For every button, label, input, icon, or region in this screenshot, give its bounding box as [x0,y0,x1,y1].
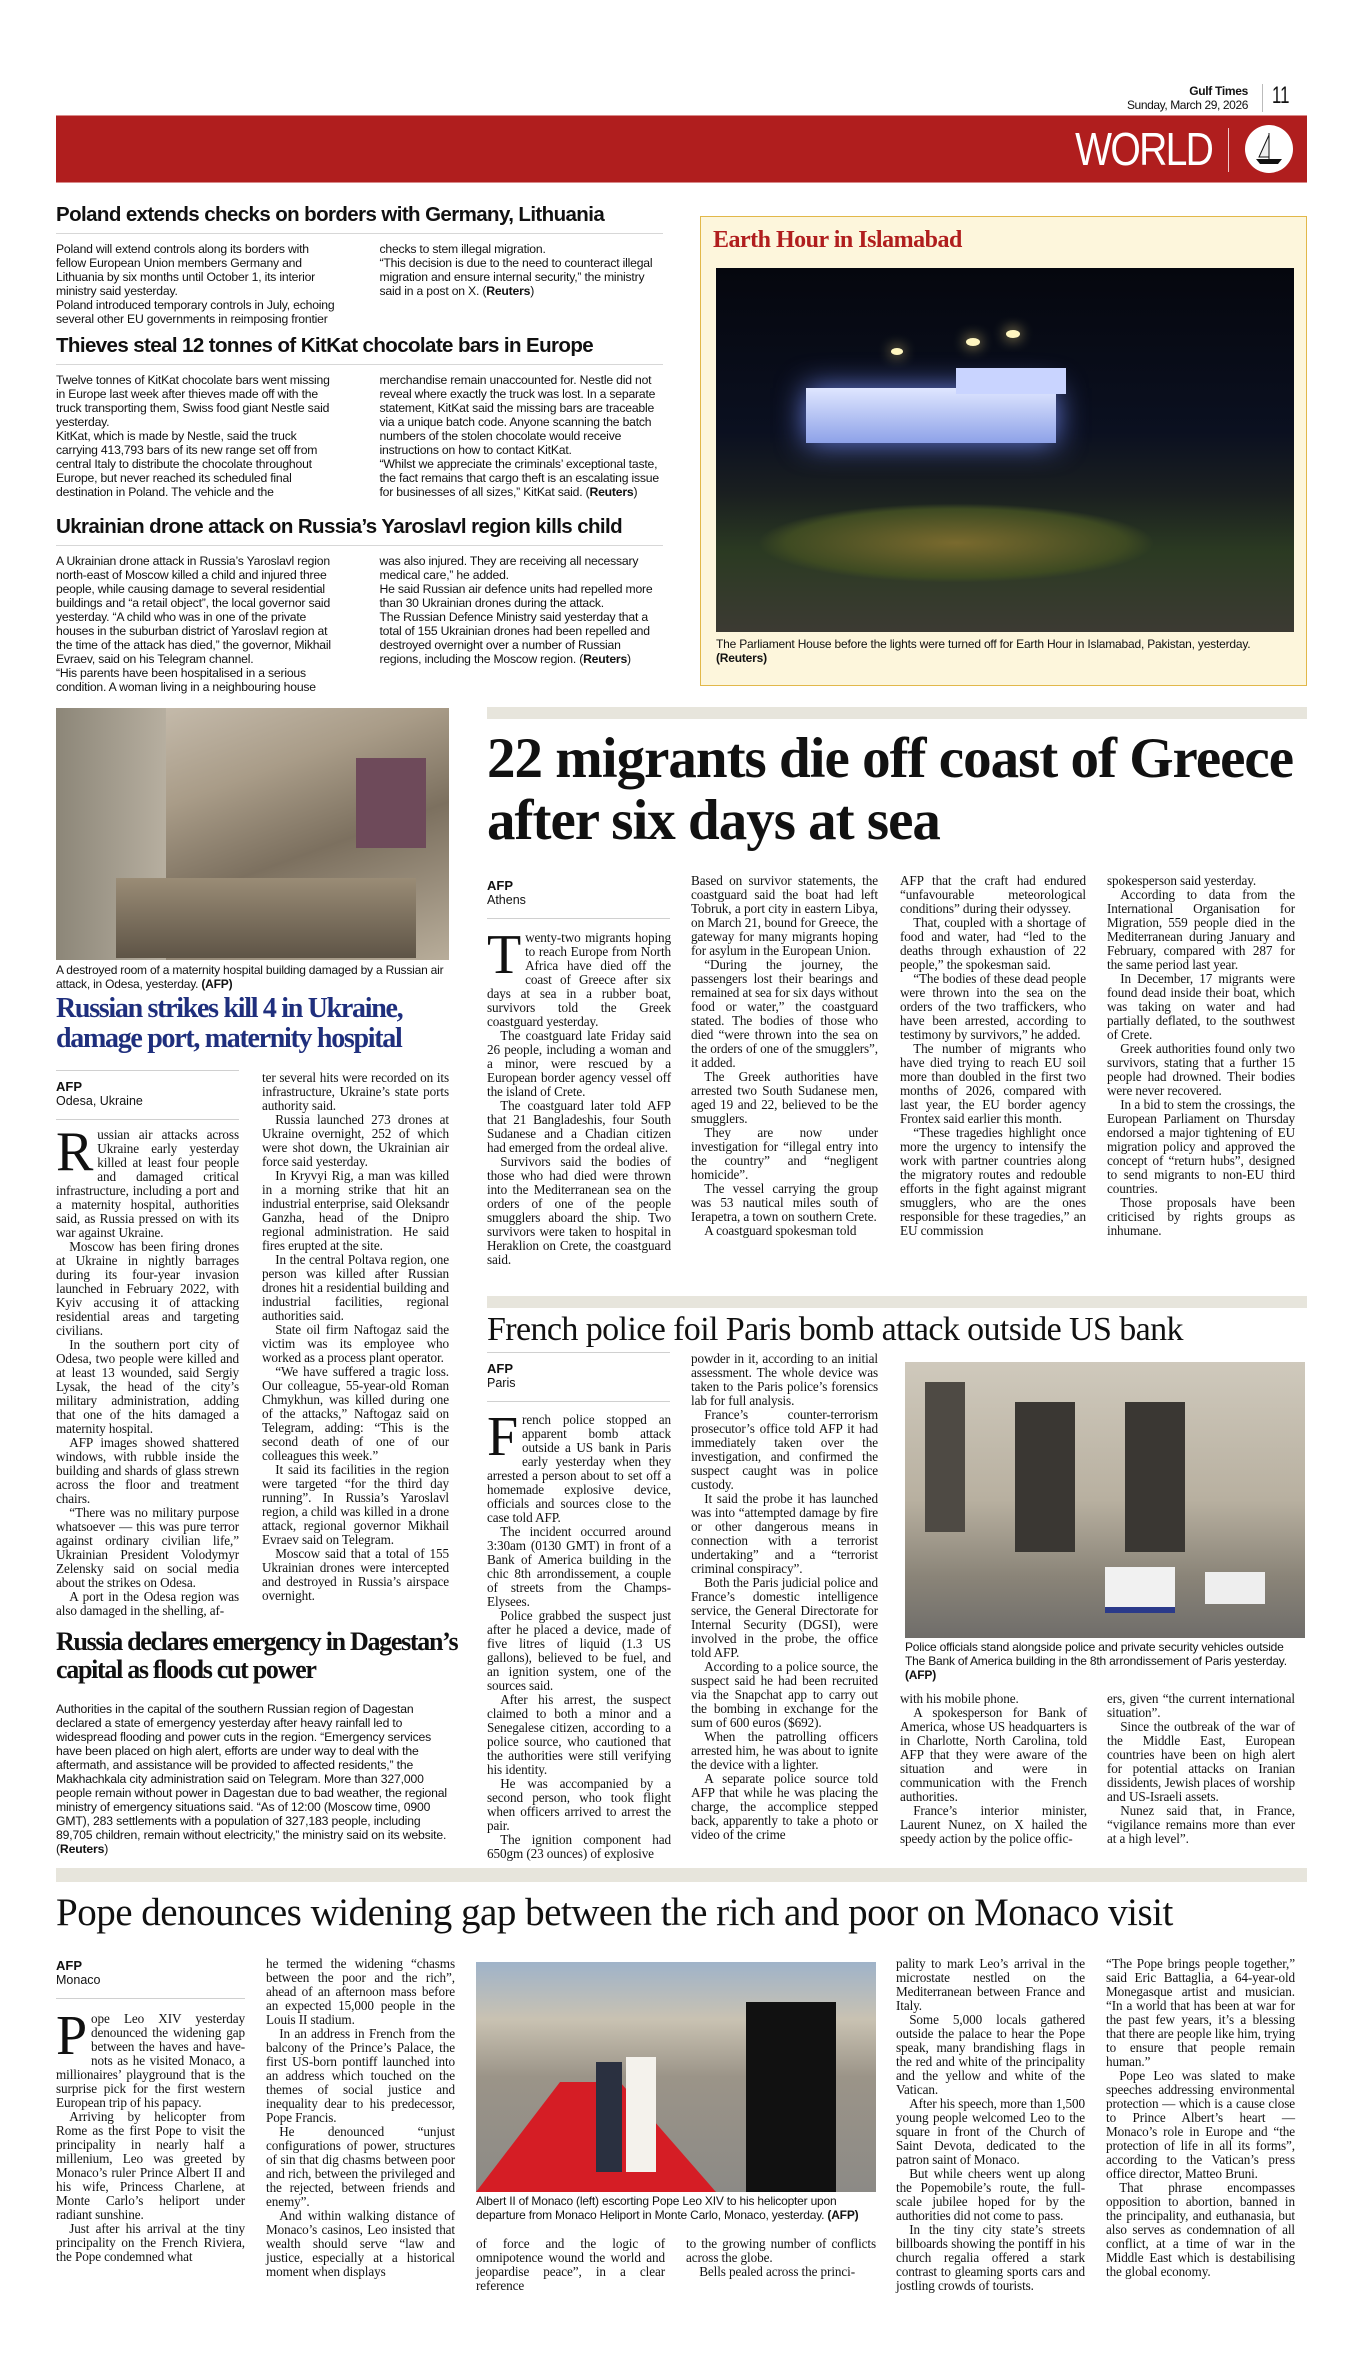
section-divider [487,707,1307,719]
paragraph [262,1365,449,1463]
paragraph-text: Twenty-two migrants hoping to reach Europe from North Africa have died off the coast of Greece after six days at sea in a rubber boat, survivors told the Greek coastguard yesterday. [487,924,671,1029]
paper-name: Gulf Times [1189,84,1248,98]
paragraph-text: A Ukrainian drone attack in Russia’s Yaroslavl region north-east of Moscow killed a child and injured three people, while causing damage to several residential buildings and “a retail object”, the local governor said yesterday. “A child who was in one of the private houses in the suburban district of Yaroslavl region at the time of the attack has died,” the governor, Mikhail Evraev, said on his Telegram channel. [56,554,331,666]
paragraph-text: “Whilst we appreciate the criminals’ exceptional taste, the fact remains that cargo theft is an escalating issue for businesses of all sizes,” KitKat said. [379,457,659,499]
paragraph-text: Both the Paris judicial police and France’s domestic intelligence service, the General Directorate for Internal Security (DGSI), were involved in the probe, the office told AFP. [691,1575,878,1660]
paragraph [487,1609,671,1693]
paragraph [900,972,1086,1042]
article-column [896,1957,1085,2293]
article-column [1106,1957,1295,2279]
brief-headline: Poland extends checks on borders with Germany, Lithuania [56,203,663,234]
paragraph [487,924,671,1029]
paragraph [900,874,1086,916]
photo-credit: (Reuters) [716,651,767,665]
paragraph [900,916,1086,972]
paragraph [56,1436,239,1506]
garden-roundabout [756,503,1156,583]
lamp-light [1006,330,1020,338]
paragraph-text: The coastguard late Friday said 26 people, including a woman and a minor, were rescued by a European border agency vessel off the island of Crete. [487,1028,671,1099]
section-title: WORLD [1074,123,1212,175]
article-column [487,1406,671,1861]
paragraph-text: Greek authorities found only two survivors, stating that a further 15 people had drowned. Their bodies were never recovered. [1107,1041,1295,1098]
issue-date: Sunday, March 29, 2026 [1126,98,1248,112]
paragraph [266,2027,455,2125]
paragraph-text: Just after his arrival at the tiny principality on the French Riviera, the Pope condemned what [56,2221,245,2264]
paragraph [56,242,340,298]
paragraph [56,1590,239,1618]
paragraph-text: That phrase encompasses opposition to abortion, banned in the principality, and euthanasia, but also serves as condemnation of all conflict, at a time of war in the Middle East which is destabilising the global economy. [1106,2180,1295,2279]
paragraph [691,1576,878,1660]
paragraph [262,1113,449,1169]
photo-credit: (AFP) [827,2208,859,2222]
migrants-headline: 22 migrants die off coast of Greece after six days at sea [487,727,1294,852]
paragraph-text: Moscow has been firing drones at Ukraine in nightly barrages during its four-year invasion launched in February 2022, with Kyiv accusing it of attacking residential areas and targeting civilians. [56,1239,239,1338]
guard-figure [746,2002,836,2192]
paragraph [691,1730,878,1772]
paragraph-text: “These tragedies highlight once more the urgency to intensify the work with partner countries along the migratory routes and redouble efforts in the fight against migrant smugglers, who are the ones responsible for these tragedies,” an EU commission [900,1125,1086,1238]
article-column [56,1121,239,1618]
paragraph-text: Some 5,000 locals gathered outside the palace to hear the Pope speak, many brandishing flags in the red and white of the principality and the yellow and white of the Vatican. [896,2012,1085,2097]
paragraph [1106,1957,1295,2069]
paragraph [1107,1042,1295,1098]
paragraph-text: Russian air attacks across Ukraine early yesterday killed at least four people and damaged critical infrastructure, including a port and a maternity hospital, authorities said, as Russia pressed on with its war against Ukraine. [56,1121,239,1240]
pope-headline: Pope denounces widening gap between the rich and poor on Monaco visit [56,1891,1173,1934]
paragraph-text: “His parents have been hospitalised in a serious condition. A woman living in a neighbouring house was also injured. They are receiving all necessary medical care,” he added. [56,554,639,694]
paragraph-text: Based on survivor statements, the coastguard said the boat had left Tobruk, a port city in eastern Libya, on March 21, bound for Greece, the gateway for many migrants hoping for asylum in the European Union. [691,873,878,958]
paragraph-text: The coastguard later told AFP that 21 Bangladeshis, four South Sudanese and a Chadian citizen had emerged from the ordeal alive. [487,1098,671,1155]
paragraph [56,373,340,429]
paragraph [1107,1098,1295,1196]
paragraph-text: Those proposals have been criticised by rights groups as inhumane. [1107,1195,1295,1238]
paragraph-text: Bells pealed across the princi- [699,2264,856,2279]
ukraine-dateline [56,1070,239,1120]
paragraph [1107,1804,1295,1846]
masthead-divider [1262,84,1263,112]
paragraph [691,958,878,1070]
earth-hour-caption [716,637,1294,665]
paragraph-text: “There was no military purpose whatsoever — this was pure terror against ordinary civilian life,” Ukrainian President Volodymyr Zelensky said on social media about the strikes on Odesa. [56,1505,239,1590]
agency: AFP [56,1079,82,1094]
paragraph-text: Twelve tonnes of KitKat chocolate bars went missing in Europe last week after thieves made off with the truck transporting them, Swiss food giant Nestle said yesterday. [56,373,330,429]
paragraph [896,2013,1085,2097]
paragraph-text: to the growing number of conflicts across the globe. [686,2236,876,2265]
paragraph [691,1772,878,1842]
location: Monaco [56,1973,101,1987]
paragraph-text: According to a police source, the suspect said he had been recruited via the Snapchat app to carry out the bombing in exchange for the sum of 600 euros ($692). [691,1659,878,1730]
paragraph-text: KitKat, which is made by Nestle, said the truck carrying 413,793 bars of its new range set off from central Italy to distribute the chocolate throughout Europe, but never reached its scheduled final destination in Poland. The vehicle and the merchandise remain unaccounted for. Nestle did not reveal where exactly the truck was lost. In a separate statement, KitKat said the missing bars are traceable via a unique batch code. Anyone scanning the batch numbers of the stolen chocolate would receive instructions on how to contact KitKat. [56,373,656,499]
pope-figure [626,2057,656,2172]
article-column [1107,874,1295,1238]
paragraph-text: And within walking distance of Monaco’s casinos, Leo insisted that wealth should serve “law and justice, especially at a historical moment when displays [266,2208,455,2279]
paragraph-text: A port in the Odesa region was also damaged in the shelling, af- [56,1589,239,1618]
paragraph [896,1957,1085,2013]
ukraine-headline: Russian strikes kill 4 in Ukraine, damage port, maternity hospital [56,993,403,1054]
paragraph-text: A separate police source told AFP that while he was placing the charge, the accomplice stepped back, apparently to take a photo or video of the crime [691,1771,878,1842]
paragraph [1106,2181,1295,2279]
paragraph-text: with his mobile phone. [900,1691,1019,1706]
paragraph [691,1182,878,1224]
paragraph-text: Poland will extend controls along its borders with fellow European Union members Germany and Lithuania by six months until October 1, its interior ministry said yesterday. [56,242,316,298]
wall-picture [356,758,426,848]
caption-text: A destroyed room of a maternity hospital building damaged by a Russian air attack, in Odesa, yesterday. [56,963,444,991]
paragraph [56,1121,239,1240]
section-divider [56,1868,1307,1882]
paragraph-text: Survivors said the bodies of those who had died were thrown into the Mediterranean sea on the orders of one of the people smugglers aboard the ship. Two survivors were taken to hospital in Heraklion on Crete, the coastguard said. [487,1154,671,1267]
section-banner [56,115,1307,183]
paragraph [266,1957,455,2027]
brief-kitkat [56,334,663,499]
paragraph-text: Pope Leo XIV yesterday denounced the widening gap between the haves and have-nots as he visited Monaco, a millionaires’ playground that is the surprise pick for the first western European trip of his papacy. [56,2005,245,2110]
paragraph [900,1042,1086,1126]
paragraph-text: It said its facilities in the region were targeted “for the third day running”. In Russia’s Yaroslavl region, a child was killed in a drone attack, regional governor Mikhail Evraev said on Telegram. [262,1462,449,1547]
paragraph-text: The vessel carrying the group was 53 nautical miles south of Ierapetra, a town on southern Crete. [691,1181,878,1224]
paragraph-text: According to data from the International Organisation for Migration, 559 people died in the Mediterranean during January and February, compared with 287 for the same period last year. [1107,887,1295,972]
paragraph-text: The Russian Defence Ministry said yesterday that a total of 155 Ukrainian drones had been repelled and destroyed overnight over a number of Russian regions, including the Moscow region. [379,610,650,666]
maternity-photo-caption [56,963,449,991]
paragraph [487,1693,671,1777]
paragraph [686,2265,876,2279]
paragraph-text: Russia launched 273 drones at Ukraine overnight, 252 of which were shot down, the Ukrainian air force said yesterday. [262,1112,449,1169]
brief-poland [56,203,663,326]
article-column [262,1071,449,1603]
paragraph [691,874,878,958]
paragraph [691,1352,878,1408]
paragraph-text: French police stopped an apparent bomb attack outside a US bank in Paris early yesterday when they arrested a person about to set off a homemade explosive device, officials and sources close to the case told AFP. [487,1406,671,1525]
source-credit: Reuters [59,1842,105,1857]
paragraph-text: Pope Leo was slated to make speeches addressing environmental protection — which is a cause close to Prince Albert’s heart — Monaco’s role in Europe and “the protection of life in all its forms”, according to the Vatican’s press office director, Matteo Bruni. [1106,2068,1295,2181]
paragraph-text: Arriving by helicopter from Rome as the first Pope to visit the principality in nearly half a millenium, Leo was greeted by Monaco’s ruler Prince Albert II and his wife, Princess Charlene, at Monte Carlo’s heliport under radiant sunshine. [56,2109,245,2222]
paragraph-text: In December, 17 migrants were found dead inside their boat, which was taking on water and had partially deflated, to the southwest of Crete. [1107,971,1295,1042]
paragraph [1107,874,1295,888]
paragraph [900,1126,1086,1238]
paragraph-text: he termed the widening “chasms between the poor and the rich”, ahead of an afternoon mass before an expected 15,000 people in the Louis II stadium. [266,1956,455,2027]
paragraph-text: Nunez said that, in France, “vigilance remains more than ever at a high level”. [1107,1803,1295,1846]
paragraph-text: They are now under investigation for “illegal entry into the country” and “negligent homicide”. [691,1125,878,1182]
paris-photo-caption [905,1640,1305,1682]
paragraph-text: France’s interior minister, Laurent Nunez, on X hailed the speedy action by the police offic- [900,1803,1087,1846]
brief-headline: Ukrainian drone attack on Russia’s Yaroslavl region kills child [56,515,663,546]
paragraph [476,2237,665,2293]
paragraph-text: “We have suffered a tragic loss. Our colleague, 55-year-old Roman Chmykhun, was killed during one of the attacks,” Naftogaz said on Telegram, adding: “This is the second death of one of our colleagues this week.” [262,1364,449,1463]
article-column [691,1352,878,1842]
paragraph-text: AFP images showed shattered windows, with rubble inside the building and shards of glass strewn across the floor and treatment chairs. [56,1435,239,1506]
agency: AFP [487,1361,513,1376]
paragraph-text: In the central Poltava region, one person was killed after Russian drones hit a residential building and industrial facilities, regional authorities said. [262,1252,449,1323]
caption-text: The Parliament House before the lights were turned off for Earth Hour in Islamabad, Pakistan, yesterday. [716,637,1251,651]
paragraph-text: The Greek authorities have arrested two South Sudanese men, aged 19 and 22, believed to be the smugglers. [691,1069,878,1126]
article-column [686,2237,876,2279]
paragraph-text: After his speech, more than 1,500 young people welcomed Leo to the square in front of the Church of Saint Devota, dedicated to the patron saint of Monaco. [896,2096,1085,2167]
paragraph [380,582,664,610]
location: Paris [487,1376,516,1390]
building-window [925,1382,965,1532]
paragraph [487,1777,671,1833]
paragraph [56,1338,239,1436]
paragraph-text: It said the probe it has launched was into “attempted damage by fire or other dangerous means in connection with a terrorist undertaking” and a “terrorist criminal conspiracy”. [691,1491,878,1576]
paragraph: “Whilst we appreciate the criminals’ exceptional taste, the fact remains that cargo theft is an escalating issue for businesses of all sizes,” KitKat said. (Reuters) [379,457,659,499]
article-column [56,2005,245,2264]
paragraph [487,1406,671,1525]
paragraph [900,1692,1087,1706]
paragraph-text: But while cheers went up along the Popemobile’s route, the full-scale jubilee hoped for by the authorities did not come to pass. [896,2166,1085,2223]
paragraph [691,1126,878,1182]
paragraph [1106,2069,1295,2181]
banner-divider [1228,128,1229,172]
paragraph [691,1660,878,1730]
brief-headline: Thieves steal 12 tonnes of KitKat chocolate bars in Europe [56,334,663,365]
paragraph-text: A coastguard spokesman told [704,1223,857,1238]
page-number: 11 [1272,82,1290,109]
paragraph-text: The ignition component had 650gm (23 ounces) of explosive [487,1832,671,1861]
paragraph-text: Since the outbreak of the war of the Middle East, European countries have been on high alert for potential attacks on Iranian dissidents, Jewish places of worship and US-Israeli assets. [1107,1719,1295,1804]
paragraph-text: France’s counter-terrorism prosecutor’s office told AFP it had immediately taken over the investigation, and confirmed the suspect caught was in police custody. [691,1407,878,1492]
paragraph [487,1029,671,1099]
paragraph-text: AFP that the craft had endured “unfavourable meteorological conditions” during their odyssey. [900,873,1086,916]
prince-albert-figure [596,2062,622,2172]
paragraph-text: The incident occurred around 3:30am (0130 GMT) in front of a Bank of America building in the chic 8th arrondissement, a couple of streets from the Champs-Elysees. [487,1524,671,1609]
source-credit: Reuters [583,652,628,666]
paragraph-text: “The Pope brings people together,” said Eric Battaglia, a 64-year-old Monegasque artist and musician. “In a world that has been at war for the past few years, it’s a blessing that there are people like him, trying to ensure that people remain human.” [1106,1956,1295,2069]
paragraph [56,1506,239,1590]
article-column [1107,1692,1295,1846]
earth-hour-box [700,216,1307,686]
article-column [900,874,1086,1238]
dhow-boat-icon [1245,125,1293,173]
paragraph [56,2110,245,2222]
paragraph [487,1525,671,1609]
paragraph [896,2167,1085,2223]
paragraph-text: A spokesperson for Bank of America, whose US headquarters is in Charlotte, North Carolina, told AFP that they were aware of the situation and were in communication with the French authorities. [900,1705,1087,1804]
paragraph [1107,1692,1295,1720]
paragraph [900,1706,1087,1804]
paragraph [56,1240,239,1338]
paragraph [1107,888,1295,972]
paris-headline: French police foil Paris bomb attack outside US bank [487,1311,1183,1348]
police-van [1105,1567,1175,1613]
paragraph [262,1169,449,1253]
brief-body [56,373,663,499]
rubble [116,878,416,958]
section-divider [487,1296,1307,1308]
paragraph [691,1070,878,1126]
article-column [691,874,878,1238]
paragraph [56,2005,245,2110]
brief-body [56,554,663,694]
paragraph: The Russian Defence Ministry said yesterday that a total of 155 Ukrainian drones had been repelled and destroyed overnight over a number of Russian regions, including the Moscow region. (Reuters) [379,610,650,666]
paragraph-text: pality to mark Leo’s arrival in the microstate nestled on the Mediterranean between France and Italy. [896,1956,1085,2013]
lamp-light [891,348,903,355]
caption-text: Police officials stand alongside police and private security vehicles outside The Bank of America building in the 8th arrondissement of Paris yesterday. [905,1640,1287,1668]
article-column [900,1692,1087,1846]
location: Odesa, Ukraine [56,1094,143,1108]
agency: AFP [487,878,513,893]
article-column [266,1957,455,2279]
migrants-dateline [487,870,670,919]
pope-monaco-photo [476,1962,876,2192]
paragraph-text: He said Russian air defence units had repelled more than 30 Ukrainian drones during the attack. [379,582,653,610]
security-vehicle [1205,1572,1265,1604]
paragraph: Authorities in the capital of the southern Russian region of Dagestan declared a state of emergency yesterday after heavy rainfall led to widespread flooding and power cuts in the region. “Emergency services have been placed on high alert, efforts are under way to deal with the aftermath, and assistance will be provided to affected residents,” the Makhachkala city administration said on Telegram. More than 327,000 people remain without power in Dagestan due to bad weather, the regional ministry of emergency situations said. “As of 12:00 (Moscow time, 0900 GMT), 283 settlements with a population of 327,183 people, including 89,705 children, remain without electricity,” the ministry said on its website. (Reuters) [56,1702,447,1857]
paragraph [56,554,340,666]
paragraph [1107,1720,1295,1804]
paragraph [262,1547,449,1603]
paragraph-text: He denounced “unjust configurations of power, structures of sin that dig chasms between poor and rich, between the privileged and the rejected, between friends and enemy”. [266,2124,455,2209]
paragraph [262,1323,449,1365]
paragraph [262,1071,449,1113]
paragraph [1107,1196,1295,1238]
agency: AFP [56,1958,82,1973]
paragraph-text: “This decision is due to the need to counteract illegal migration and ensure internal security,” the ministry said in a post on X. [379,256,653,298]
location: Athens [487,893,526,907]
paragraph [266,2125,455,2209]
paragraph-text: spokesperson said yesterday. [1107,873,1257,888]
maternity-hospital-photo [56,708,449,960]
photo-credit: (AFP) [905,1668,936,1682]
paragraph [56,2222,245,2264]
photo-credit: (AFP) [201,977,233,991]
paragraph-text: of force and the logic of omnipotence wound the world and jeopardise peace”, in a clear reference [476,2236,665,2293]
building-window [1015,1402,1075,1552]
paragraph-text: After his arrest, the suspect claimed to both a minor and a Senegalese citizen, according to a police source, who cautioned that the authorities were still verifying his identity. [487,1692,671,1777]
paragraph [691,1408,878,1492]
pope-dateline [56,1950,245,1999]
paragraph-text: ers, given “the current international situation”. [1107,1691,1295,1720]
earth-hour-photo [716,268,1294,632]
paragraph-text: powder in it, according to an initial assessment. The whole device was taken to the Paris police’s forensics lab for full analysis. [691,1351,878,1408]
paragraph [686,2237,876,2265]
dagestan-body [56,1690,453,1868]
article-column [476,2237,665,2293]
brief-yaroslavl [56,515,663,694]
paragraph-text: That, coupled with a shortage of food and water, had “led to the deaths through exhaustion of 22 people,” the spokesman said. [900,915,1086,972]
paragraph-text: In a bid to stem the crossings, the European Parliament on Thursday endorsed a major tightening of EU migration policy and approved the concept of “return hubs”, designed to send migrants to non-EU third countries. [1107,1097,1295,1196]
paragraph [896,2223,1085,2293]
paragraph-text: When the patrolling officers arrested him, he was about to ignite the device with a lighter. [691,1729,878,1772]
paragraph-text: Police grabbed the suspect just after he placed a device, made of five litres of liquid (1.3 US gallons), believed to be fuel, and an ignition system, one of the sources said. [487,1608,671,1693]
building-roof [956,368,1066,394]
paragraph [900,1804,1087,1846]
source-credit: Reuters [486,284,531,298]
paragraph-text: The number of migrants who have died trying to reach EU soil more than doubled in the first two months of 2026, compared with last year, the EU border agency Frontex said earlier this month. [900,1041,1086,1126]
dagestan-headline: Russia declares emergency in Dagestan’s capital as floods cut power [56,1627,458,1684]
brief-body [56,242,663,326]
bank-of-america-photo [905,1362,1305,1638]
paragraph-text: In the southern port city of Odesa, two people were killed and at least 13 wounded, said Sergiy Lysak, the head of the city’s military administration, adding that one of the hits damaged a maternity hospital. [56,1337,239,1436]
paragraph [1107,972,1295,1042]
paragraph-text: In the tiny city state’s streets billboards showing the pontiff in his church regalia offered a stark contrast to gleaming sports cars and jostling crowds of tourists. [896,2222,1085,2293]
paragraph-text: Authorities in the capital of the southern Russian region of Dagestan declared a state of emergency yesterday after heavy rainfall led to widespread flooding and power cuts in the region. “Emergency services have been placed on high alert, efforts are under way to deal with the aftermath, and assistance will be provided to affected residents,” the Makhachkala city administration said on Telegram. More than 327,000 people remain without power in Dagestan due to bad weather, the regional ministry of emergency situations said. “As of 12:00 (Moscow time, 0900 GMT), 283 settlements with a population of 327,183 people, including 89,705 children, remain without electricity,” the ministry said on its website. [56,1702,447,1843]
paragraph-text: “During the journey, the passengers lost their bearings and remained at sea for six days without food or water,” the coastguard stated. The bodies of those who died “were thrown into the sea on the orders of one of the smugglers”, it added. [691,957,878,1070]
paragraph [262,1463,449,1547]
paragraph-text: ter several hits were recorded on its infrastructure, Ukraine’s state ports authority said. [262,1070,449,1113]
paragraph [487,1099,671,1155]
paragraph-text: Moscow said that a total of 155 Ukrainian drones were intercepted and destroyed in Russia’s airspace overnight. [262,1546,449,1603]
paragraph-text: He was accompanied by a second person, who took flight when officers arrived to arrest the pair. [487,1776,671,1833]
caption-text: Albert II of Monaco (left) escorting Pope Leo XIV to his helicopter upon departure from Monaco Heliport in Monte Carlo, Monaco, yesterday. [476,2194,837,2222]
paragraph [262,1253,449,1323]
paragraph [691,1492,878,1576]
parliament-building [806,388,1056,443]
article-column [487,924,671,1267]
paris-dateline [487,1352,670,1402]
paragraph-text: In Kryvyi Rig, a man was killed in a morning strike that hit an industrial enterprise, said Oleksandr Ganzha, head of the Dnipro regional administration. He said fires erupted at the site. [262,1168,449,1253]
paragraph [691,1224,878,1238]
paragraph: “This decision is due to the need to counteract illegal migration and ensure internal security,” the ministry said in a post on X. (Reuters) [379,256,653,298]
paragraph-text: “The bodies of these dead people were thrown into the sea on the orders of the two traffickers, who have been arrested, according to testimony by survivors,” he added. [900,971,1086,1042]
pope-photo-caption [476,2194,876,2222]
building-window [1125,1402,1185,1552]
paragraph [266,2209,455,2279]
earth-hour-title: Earth Hour in Islamabad [713,227,962,253]
paragraph-text: State oil firm Naftogaz said the victim was its employee who worked as a process plant operator. [262,1322,449,1365]
paragraph [896,2097,1085,2167]
lamp-light [966,338,980,346]
source-credit: Reuters [589,485,634,499]
paragraph-text: Poland introduced temporary controls in July, echoing several other EU governments in reimposing frontier checks to stem illegal migration. [56,242,546,326]
paragraph [487,1155,671,1267]
paragraph [487,1833,671,1861]
paragraph-text: In an address in French from the balcony of the Prince’s Palace, the first US-born pontiff launched into an address which touched on the themes of social justice and inequality dear to his predecessor, Pope Francis. [266,2026,455,2125]
